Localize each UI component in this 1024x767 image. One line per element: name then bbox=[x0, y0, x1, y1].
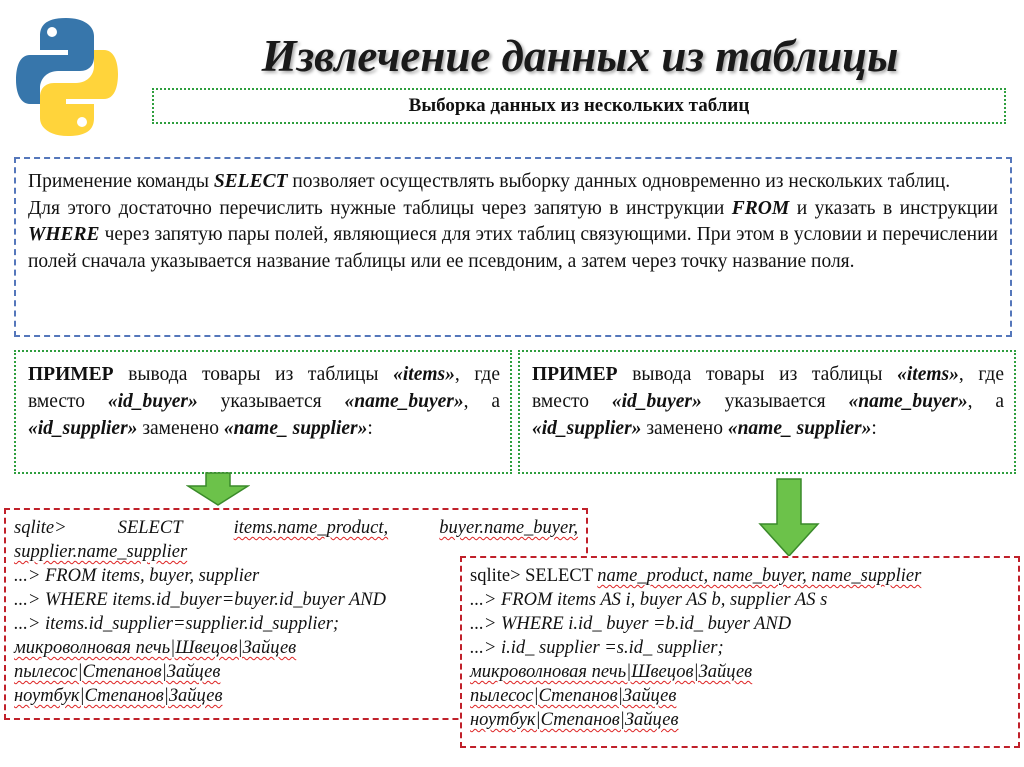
arrow-down-icon bbox=[758, 478, 820, 558]
code-line: supplier.name_supplier bbox=[14, 542, 188, 562]
code-line: sqlite> SELECT items.name_product, buyer.name_buyer, bbox=[14, 518, 578, 538]
result-row: ноутбук|Степанов|Зайцев bbox=[14, 686, 223, 706]
subtitle: Выборка данных из нескольких таблиц bbox=[152, 88, 1006, 124]
intro-text-box bbox=[14, 157, 1012, 337]
code-line: ...> WHERE i.id_ buyer =b.id_ buyer AND bbox=[470, 614, 792, 634]
code-line: ...> i.id_ supplier =s.id_ supplier; bbox=[470, 638, 724, 658]
example-box-left: ПРИМЕР вывода товары из таблицы «items», где вместо «id_buyer» указывается «name_buyer», а «id_supplier» заменено «name_ supplier»: bbox=[14, 350, 512, 474]
example-box-right: ПРИМЕР вывода товары из таблицы «items», где вместо «id_buyer» указывается «name_buyer», а «id_supplier» заменено «name_ supplier»: bbox=[518, 350, 1016, 474]
code-line: ...> WHERE items.id_buyer=buyer.id_buyer AND bbox=[14, 590, 386, 610]
result-row: микроволновая печь|Швецов|Зайцев bbox=[14, 638, 297, 658]
code-line: ...> FROM items, buyer, supplier bbox=[14, 566, 260, 586]
python-logo-icon bbox=[14, 14, 120, 140]
code-line: sqlite> SELECT name_product, name_buyer, name_supplier bbox=[470, 566, 922, 586]
page-title: Извлечение данных из таблицы bbox=[261, 31, 899, 81]
result-row: пылесос|Степанов|Зайцев bbox=[14, 662, 221, 682]
code-line: ...> items.id_supplier=supplier.id_supplier; bbox=[14, 614, 340, 634]
result-row: микроволновая печь|Швецов|Зайцев bbox=[470, 662, 753, 682]
result-row: пылесос|Степанов|Зайцев bbox=[470, 686, 677, 706]
arrow-down-icon bbox=[186, 472, 250, 506]
intro-paragraph-1: Применение команды SELECT позволяет осуществлять выборку данных одновременно из нескольких таблиц. bbox=[28, 171, 951, 192]
sql-code-block-right bbox=[460, 556, 1020, 748]
result-row: ноутбук|Степанов|Зайцев bbox=[470, 710, 679, 730]
intro-paragraph-2: Для этого достаточно перечислить нужные таблицы через запятую в инструкции FROM и указать в инструкции WHERE через запятую пары полей, являющиеся для этих таблиц связующими. При этом в условии и перечислении полей сначала указывается название таблицы или ее псевдоним, а затем через точку название поля. bbox=[28, 197, 998, 272]
code-line: ...> FROM items AS i, buyer AS b, supplier AS s bbox=[470, 590, 828, 610]
